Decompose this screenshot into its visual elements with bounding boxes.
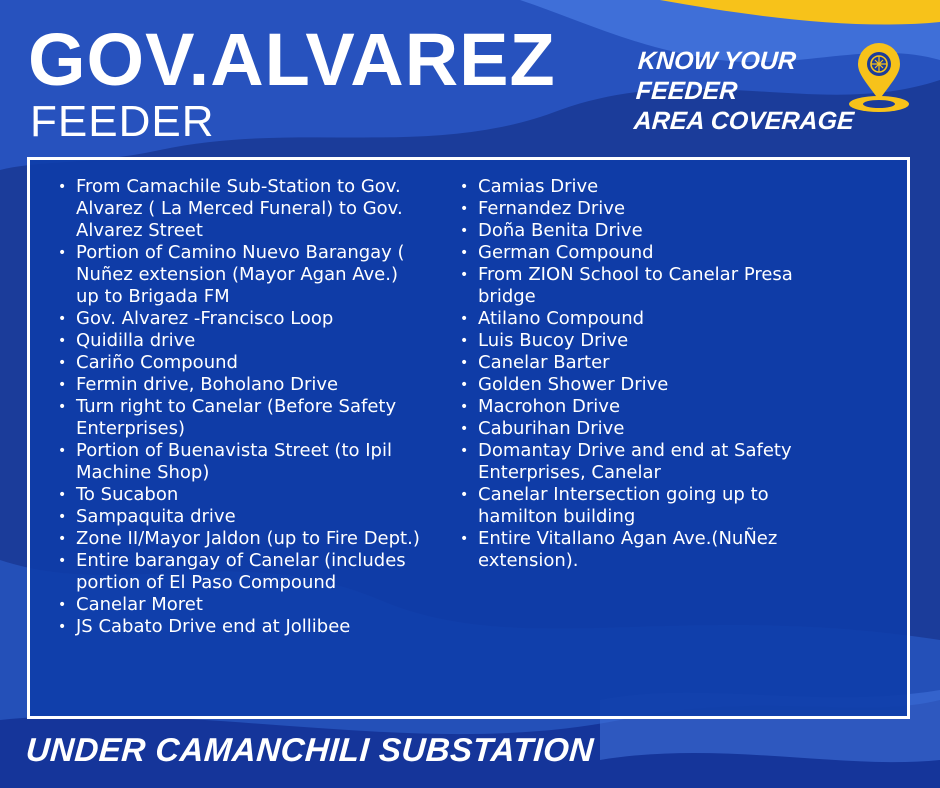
coverage-badge [633,46,859,136]
list-item: • Fernandez Drive [458,198,828,220]
list-item: • Camias Drive [458,176,828,198]
list-item: • Doña Benita Drive [458,220,828,242]
list-item: • Turn right to Canelar (Before Safety Enterprises) [56,396,426,440]
list-item: • From ZION School to Canelar Presa bridge [458,264,828,308]
list-item: • Entire Vitallano Agan Ave.(NuÑez extension). [458,528,828,572]
list-item: • Quidilla drive [56,330,426,352]
list-item: • Sampaquita drive [56,506,426,528]
list-item: • Canelar Moret [56,594,426,616]
page-subtitle: FEEDER [30,97,215,146]
list-item: • Atilano Compound [458,308,828,330]
list-item: • Caburihan Drive [458,418,828,440]
list-item: • German Compound [458,242,828,264]
list-item: • Golden Shower Drive [458,374,828,396]
list-item: • Fermin drive, Boholano Drive [56,374,426,396]
location-pin-icon [842,42,916,116]
list-item: • From Camachile Sub-Station to Gov. Alvarez ( La Merced Funeral) to Gov. Alvarez Street [56,176,426,242]
list-item: • Gov. Alvarez -Francisco Loop [56,308,426,330]
badge-line-1: KNOW YOUR FEEDER [635,47,797,105]
list-item: • To Sucabon [56,484,426,506]
list-item: • Entire barangay of Canelar (includes portion of El Paso Compound [56,550,426,594]
list-item: • Cariño Compound [56,352,426,374]
list-item: • JS Cabato Drive end at Jollibee [56,616,426,638]
list-item: • Canelar Intersection going up to hamilton building [458,484,828,528]
list-item: • Portion of Buenavista Street (to Ipil Machine Shop) [56,440,426,484]
badge-line-2: AREA COVERAGE [632,107,855,135]
coverage-panel [27,157,910,719]
list-item: • Domantay Drive and end at Safety Enterprises, Canelar [458,440,828,484]
coverage-list-left [56,176,426,638]
list-item: • Canelar Barter [458,352,828,374]
list-item: • Luis Bucoy Drive [458,330,828,352]
list-item: • Zone II/Mayor Jaldon (up to Fire Dept.) [56,528,426,550]
list-item: • Macrohon Drive [458,396,828,418]
list-item: • Portion of Camino Nuevo Barangay ( Nuñez extension (Mayor Agan Ave.) up to Brigada FM [56,242,426,308]
page-title: GOV.ALVAREZ [28,18,556,101]
coverage-list-right [458,176,828,572]
substation-footer: UNDER CAMANCHILI SUBSTATION [24,731,596,768]
